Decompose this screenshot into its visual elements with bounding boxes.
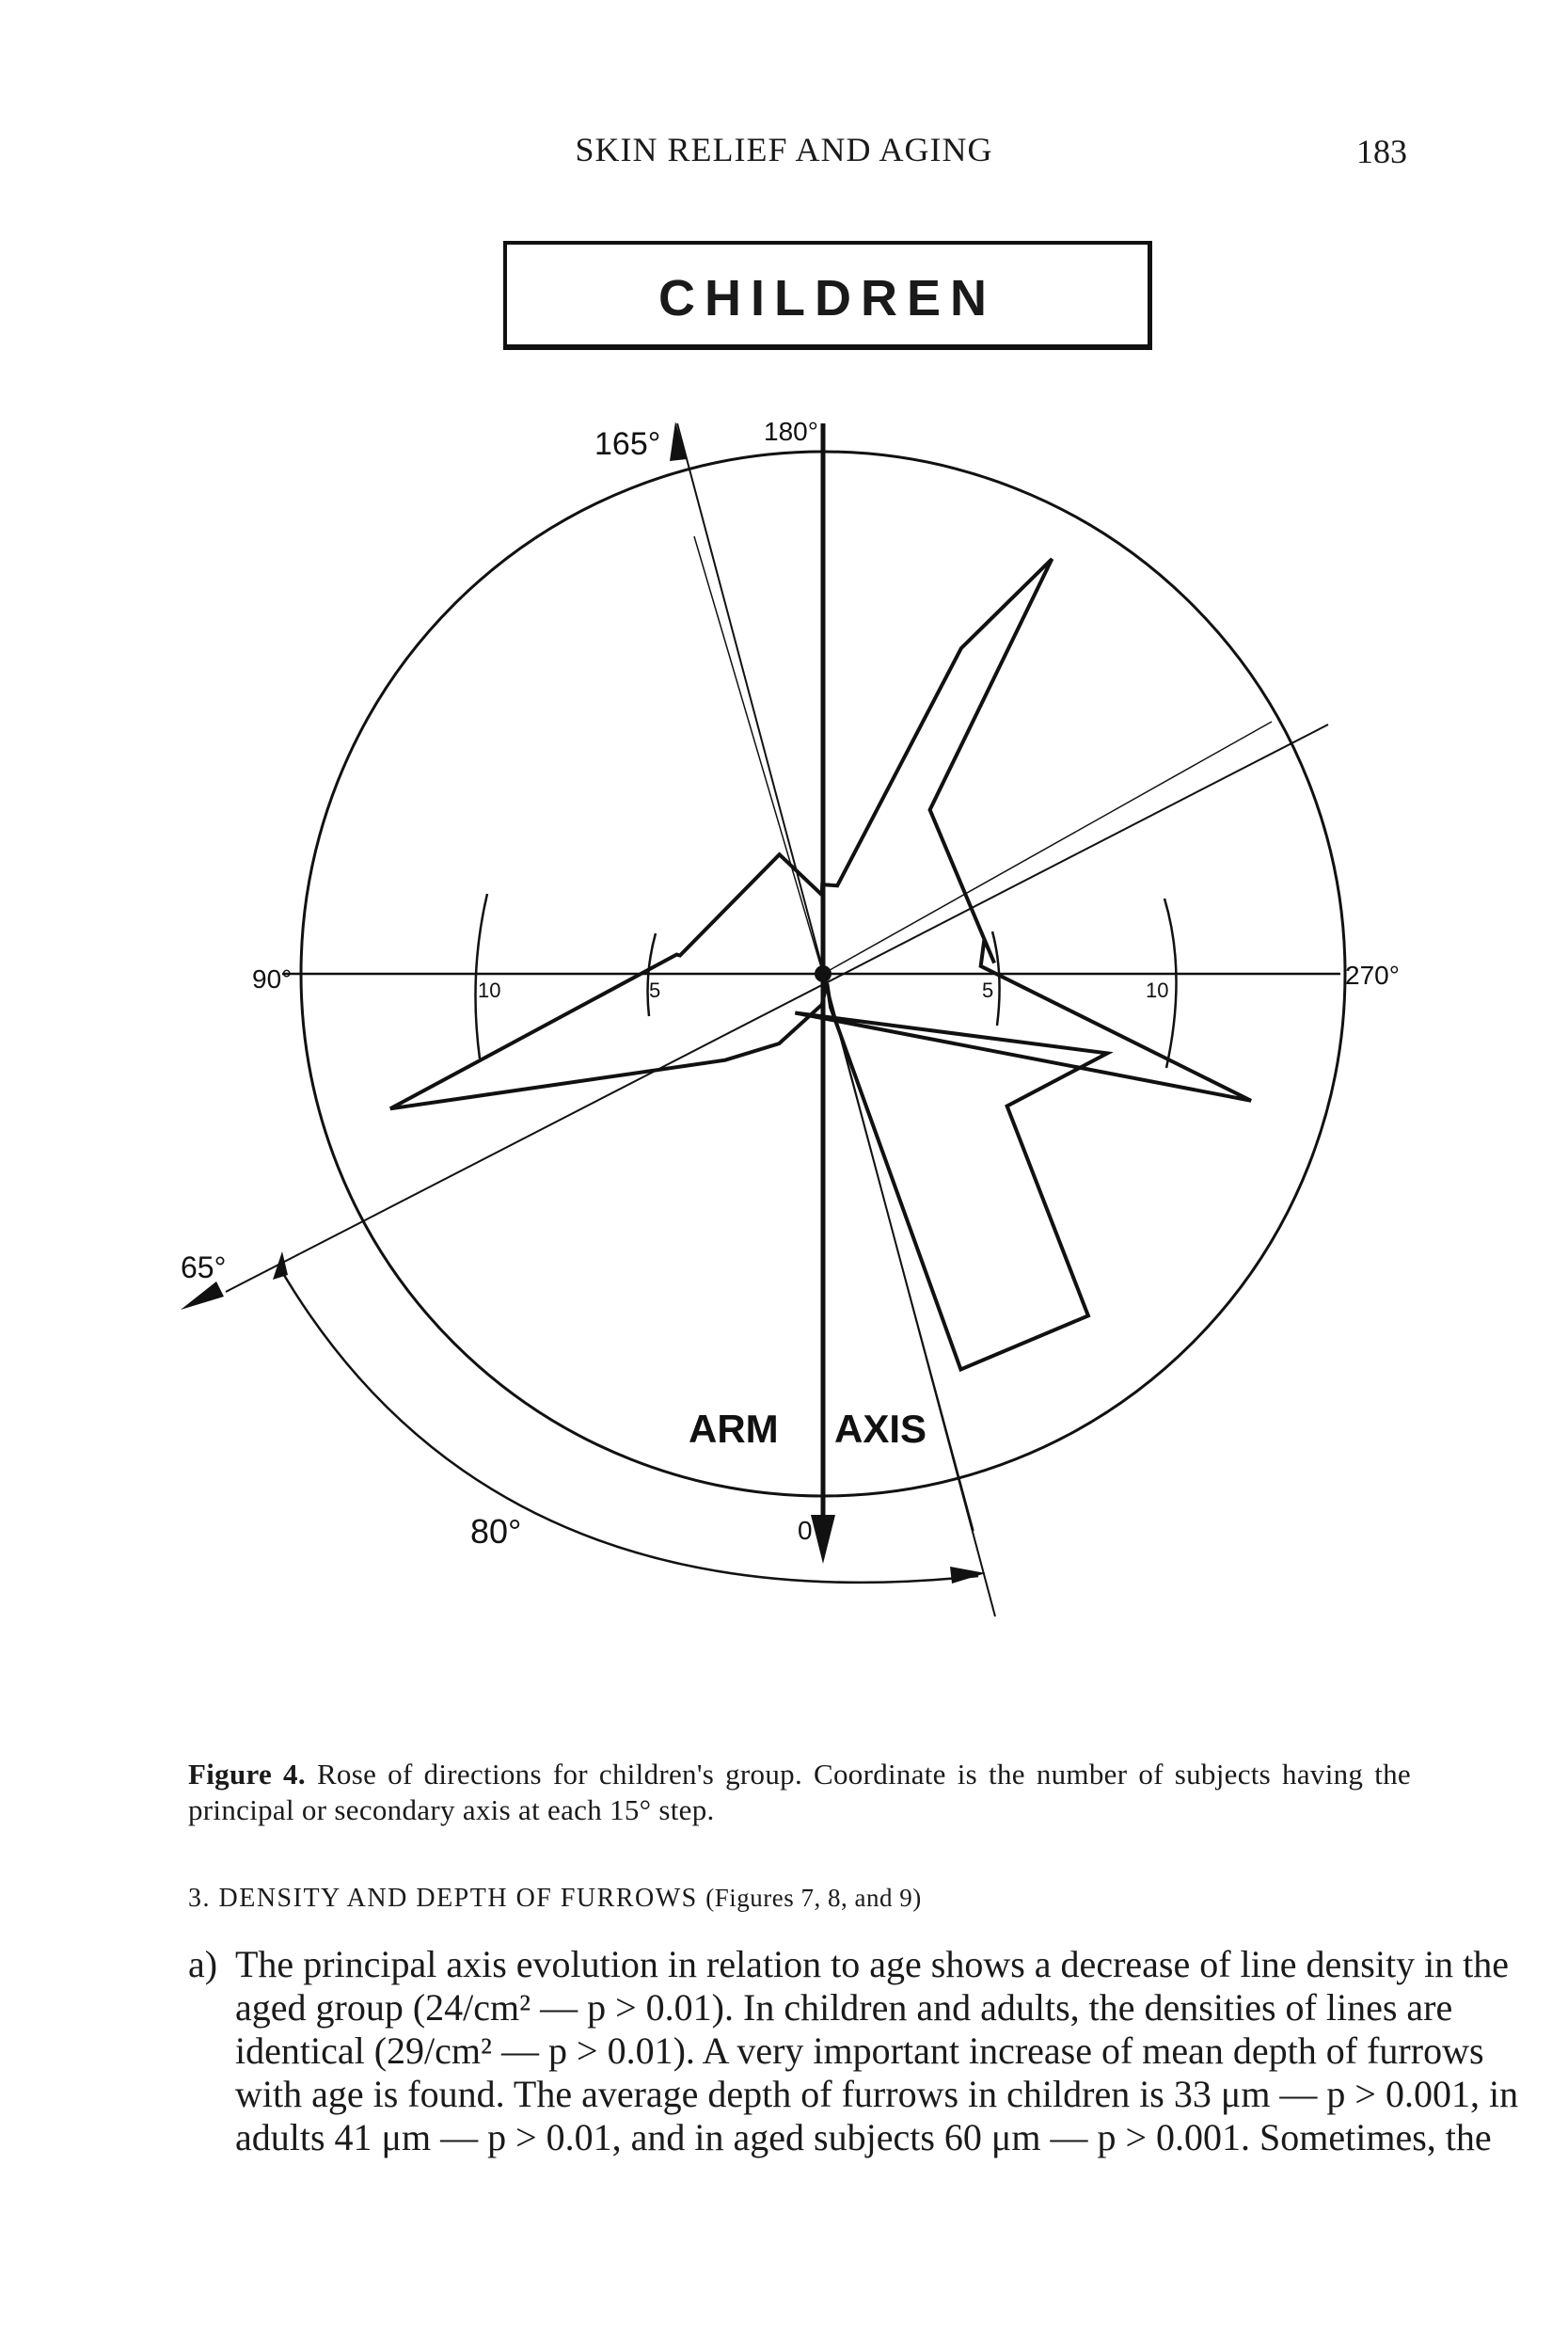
spoke-270	[823, 722, 1272, 974]
label-0: 0°	[798, 1516, 823, 1545]
figure-label: Figure 4.	[188, 1758, 306, 1791]
label-80: 80°	[470, 1512, 522, 1551]
section-heading	[188, 1884, 922, 1914]
tick-label-right-5: 5	[982, 979, 994, 1002]
axis-65-arrow	[181, 1281, 224, 1310]
arm-axis-label-right: AXIS	[834, 1407, 927, 1451]
radial-arc-left-10	[476, 894, 488, 1059]
chart-title: CHILDREN	[658, 270, 996, 326]
label-270: 270°	[1345, 961, 1400, 990]
paragraph-body	[235, 1943, 1519, 2159]
section-heading-refs: (Figures 7, 8, and 9)	[705, 1884, 922, 1912]
arm-axis-label-left: ARM	[689, 1407, 779, 1451]
label-90: 90°	[252, 964, 293, 994]
span-arc-80-arrow-end	[950, 1567, 986, 1584]
figure-caption-text: Rose of directions for children's group. Coordinate is the number of subjects having the principal or secondary axis at each 15° step.	[188, 1758, 1411, 1826]
running-head: SKIN RELIEF AND AGING	[575, 131, 993, 168]
paragraph-line: with age is found. The average depth of furrows in children is 33 μm — p > 0.001, in	[235, 2073, 1519, 2115]
tick-label-right-10: 10	[1146, 979, 1169, 1002]
spoke-165	[694, 536, 823, 974]
center-dot	[815, 965, 832, 982]
paragraph-marker: a)	[188, 1943, 218, 1985]
axis-65	[226, 724, 1328, 1292]
figure-caption	[188, 1757, 1411, 1828]
paragraph-line: identical (29/cm² — p > 0.01). A very important increase of mean depth of furrows	[235, 2030, 1484, 2072]
tick-label-left-10: 10	[478, 979, 501, 1002]
label-65: 65°	[181, 1250, 227, 1284]
section-heading-title: 3. DENSITY AND DEPTH OF FURROWS	[188, 1884, 698, 1913]
tick-label-left-5: 5	[649, 979, 661, 1002]
label-165: 165°	[594, 426, 661, 462]
label-180: 180°	[764, 417, 818, 446]
paragraph-line: The principal axis evolution in relation to age shows a decrease of line density in the	[235, 1943, 1510, 1985]
paragraph-line: aged group (24/cm² — p > 0.01). In children and adults, the densities of lines are	[235, 1986, 1453, 2029]
page-number: 183	[1356, 133, 1407, 170]
paragraph-line: adults 41 μm — p > 0.01, and in aged subjects 60 μm — p > 0.001. Sometimes, the	[235, 2116, 1492, 2158]
